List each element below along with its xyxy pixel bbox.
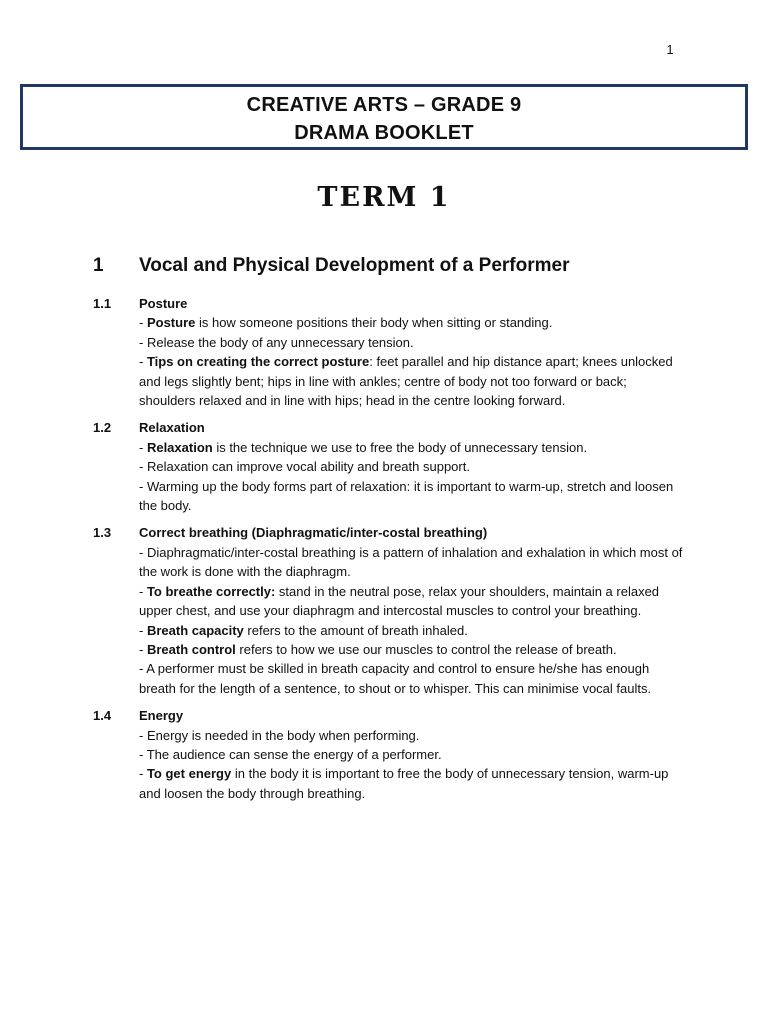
page-number: 1 — [666, 42, 674, 57]
item-prefix: - — [139, 478, 147, 494]
list-item — [139, 313, 683, 332]
item-prefix: - — [139, 583, 147, 599]
list-item — [139, 333, 683, 352]
item-prefix: - — [139, 334, 147, 350]
item-prefix: - — [139, 354, 147, 370]
subsection-posture — [93, 294, 683, 410]
subsection-relaxation — [93, 418, 683, 515]
item-prefix: - — [139, 459, 147, 475]
item-term: Tips on creating the correct posture — [146, 354, 370, 370]
subsection-title: Posture — [139, 296, 188, 311]
item-term: Posture — [146, 315, 196, 331]
list-item — [139, 745, 683, 764]
item-text: Release the body of any unnecessary tension. — [146, 334, 414, 350]
subsection-body — [139, 706, 683, 803]
list-item — [139, 457, 683, 476]
subsection-body — [139, 294, 683, 410]
item-text: stand in the neutral pose, relax your shoulders, maintain a relaxed upper chest, and use your diaphragm and intercostal muscles to control your breathing. — [139, 583, 660, 619]
title-box — [20, 84, 748, 150]
subsection-correct-breathing — [93, 523, 683, 698]
item-text: is how someone positions their body when sitting or standing. — [195, 315, 553, 331]
item-prefix: - — [139, 622, 147, 638]
subsection-number: 1.2 — [93, 420, 112, 436]
list-item — [139, 477, 683, 516]
section-number: 1 — [93, 255, 104, 276]
list-item — [139, 543, 683, 582]
item-text: Relaxation can improve vocal ability and breath support. — [146, 459, 470, 475]
subsection-number: 1.4 — [93, 708, 112, 724]
subsection-title: Correct breathing (Diaphragmatic/inter-costal breathing) — [139, 525, 488, 541]
subsection-energy — [93, 706, 683, 803]
subsection-number: 1.1 — [93, 296, 112, 311]
list-item — [139, 352, 683, 410]
item-prefix: - — [139, 766, 147, 782]
list-item — [139, 640, 683, 659]
item-text: Energy is needed in the body when performing. — [146, 727, 420, 743]
item-term: Breath capacity — [146, 622, 244, 638]
subsection-body — [139, 523, 683, 698]
subsection-number: 1.3 — [93, 525, 112, 541]
item-prefix: - — [139, 661, 147, 677]
item-term: To get energy — [146, 766, 232, 782]
document-title-line-2: DRAMA BOOKLET — [294, 122, 474, 144]
item-prefix: - — [139, 315, 147, 331]
list-item — [139, 621, 683, 640]
item-text: A performer must be skilled in breath capacity and control to ensure he/she has enough breath for the length of a sentence, to shout or to whisper. This can minimise vocal faults. — [139, 661, 652, 696]
item-prefix: - — [139, 727, 147, 743]
list-item — [139, 438, 683, 457]
term-heading: TERM 1 — [317, 182, 451, 213]
subsection-title: Relaxation — [139, 420, 205, 436]
subsection-body — [139, 418, 683, 515]
item-prefix: - — [139, 439, 147, 455]
item-text: refers to how we use our muscles to control the release of breath. — [235, 641, 617, 657]
list-item — [139, 582, 683, 621]
section-title: Vocal and Physical Development of a Performer — [139, 255, 570, 276]
item-prefix: - — [139, 641, 147, 657]
list-item — [139, 726, 683, 745]
item-term: Breath control — [146, 641, 236, 657]
document-title-line-1: CREATIVE ARTS – GRADE 9 — [246, 94, 522, 116]
list-item — [139, 659, 683, 698]
item-term: To breathe correctly: — [146, 583, 276, 599]
item-term: Relaxation — [146, 439, 213, 455]
item-text: Warming up the body forms part of relaxation: it is important to warm-up, stretch and loosen the body. — [139, 478, 674, 514]
item-text: is the technique we use to free the body of unnecessary tension. — [212, 439, 588, 455]
item-text: in the body it is important to free the body of unnecessary tension, warm-up and loosen the body through breathing. — [139, 766, 669, 801]
item-prefix: - — [139, 746, 147, 762]
item-text: Diaphragmatic/inter-costal breathing is a pattern of inhalation and exhalation in which most of the work is done with the diaphragm. — [139, 544, 683, 580]
item-prefix: - — [139, 544, 147, 560]
item-text: : feet parallel and hip distance apart; knees unlocked and legs slightly bent; hips in line with ankles; centre of body not too forward or back; shoulders relaxed and in line with hips; head in the centre looking forward. — [139, 354, 673, 409]
item-text: refers to the amount of breath inhaled. — [243, 622, 468, 638]
subsections-list — [93, 294, 683, 811]
item-text: The audience can sense the energy of a performer. — [146, 746, 442, 762]
subsection-title: Energy — [139, 708, 184, 724]
list-item — [139, 764, 683, 803]
section-heading — [93, 255, 713, 277]
